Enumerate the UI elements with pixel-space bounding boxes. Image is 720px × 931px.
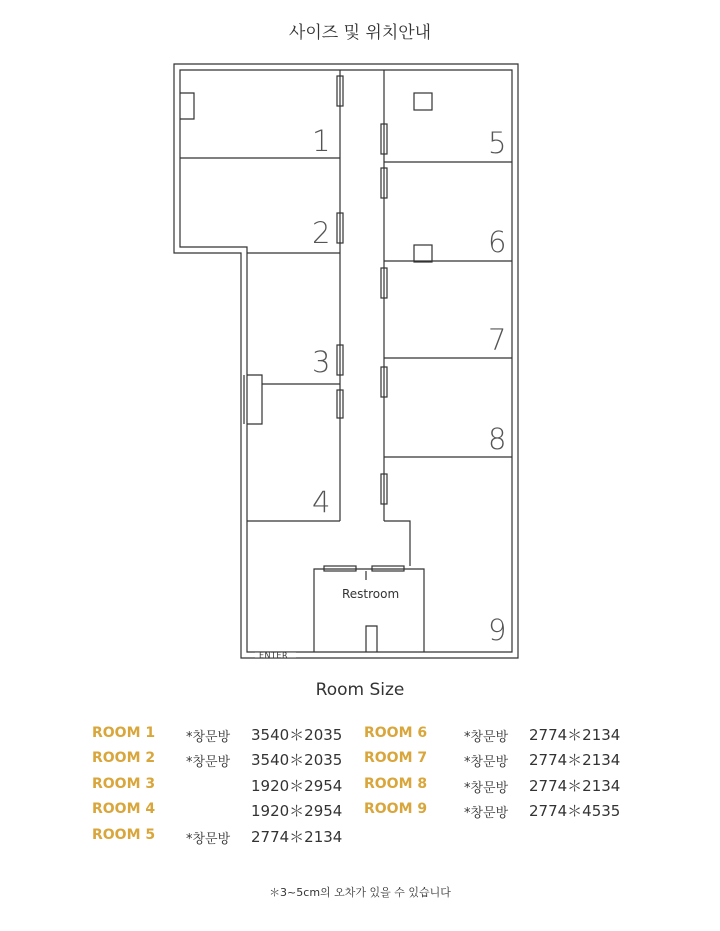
restroom-wall bbox=[314, 569, 424, 652]
room-number-7: 7 bbox=[488, 323, 507, 357]
room-size: 3540＊2035 bbox=[251, 726, 343, 744]
room-name: ROOM 5 bbox=[92, 827, 156, 843]
room-number-1: 1 bbox=[312, 124, 331, 158]
room-size: 3540＊2035 bbox=[251, 751, 343, 769]
room-note: *창문방 bbox=[464, 755, 509, 770]
room-number-9: 9 bbox=[488, 613, 507, 647]
room-size: 2774＊2134 bbox=[529, 726, 621, 744]
pillar-5 bbox=[414, 93, 432, 110]
room-size: 1920＊2954 bbox=[251, 802, 343, 820]
room-number-5: 5 bbox=[488, 126, 507, 160]
room-name: ROOM 6 bbox=[364, 725, 428, 741]
room-number-4: 4 bbox=[312, 485, 331, 519]
pillar-6 bbox=[414, 245, 432, 262]
inner-wall bbox=[180, 70, 512, 652]
room-size: 2774＊2134 bbox=[251, 828, 343, 846]
room-note: *창문방 bbox=[186, 730, 231, 745]
restroom-stall bbox=[366, 626, 377, 652]
corridor-bottom-wall bbox=[384, 521, 410, 566]
room-name: ROOM 2 bbox=[92, 750, 156, 766]
room-name: ROOM 8 bbox=[364, 776, 428, 792]
room-number-2: 2 bbox=[312, 216, 331, 250]
room-note: *창문방 bbox=[464, 781, 509, 796]
room-name: ROOM 9 bbox=[364, 801, 428, 817]
room-name: ROOM 7 bbox=[364, 750, 428, 766]
room-number-6: 6 bbox=[488, 225, 507, 259]
wall-notch-1 bbox=[180, 93, 194, 119]
room-note: *창문방 bbox=[186, 755, 231, 770]
enter-label: ENTER bbox=[259, 651, 289, 660]
room-size: 1920＊2954 bbox=[251, 777, 343, 795]
room-size-heading: Room Size bbox=[315, 680, 405, 700]
room-note: *창문방 bbox=[464, 806, 509, 821]
room-name: ROOM 1 bbox=[92, 725, 156, 741]
room-size: 2774＊4535 bbox=[529, 802, 621, 820]
room-note: *창문방 bbox=[464, 730, 509, 745]
room-number-8: 8 bbox=[488, 422, 507, 456]
wall-notch-2 bbox=[247, 375, 262, 424]
room-name: ROOM 3 bbox=[92, 776, 156, 792]
room-size: 2774＊2134 bbox=[529, 751, 621, 769]
room-note: *창문방 bbox=[186, 832, 231, 847]
page-title: 사이즈 및 위치안내 bbox=[288, 23, 432, 43]
tolerance-footnote: ＊3~5cm의 오차가 있을 수 있습니다 bbox=[269, 886, 451, 899]
restroom-label: Restroom bbox=[342, 587, 400, 601]
room-size: 2774＊2134 bbox=[529, 777, 621, 795]
room-number-3: 3 bbox=[312, 345, 331, 379]
room-name: ROOM 4 bbox=[92, 801, 156, 817]
